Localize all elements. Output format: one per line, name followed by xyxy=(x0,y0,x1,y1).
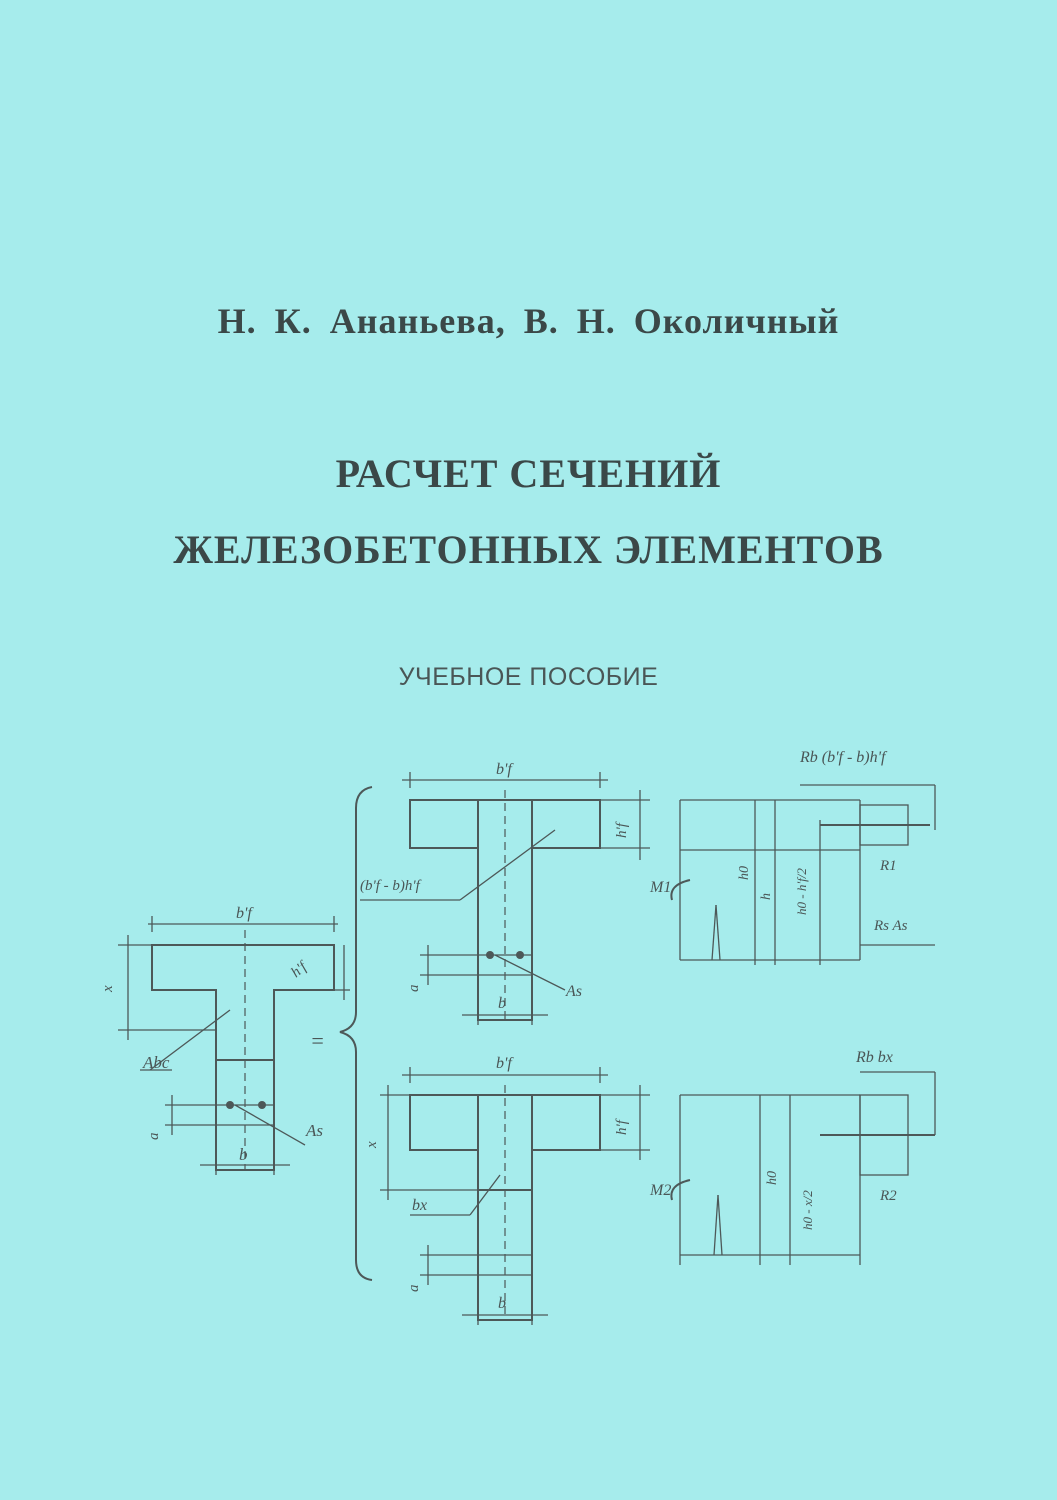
title-line-2: ЖЕЛЕЗОБЕТОННЫХ ЭЛЕМЕНТОВ xyxy=(173,527,884,572)
label-bf-main: b'f xyxy=(236,905,252,922)
label-r1: R1 xyxy=(880,858,897,874)
label-abc: Abc xyxy=(143,1053,170,1072)
subtitle: УЧЕБНОЕ ПОСОБИЕ xyxy=(398,663,659,691)
label-rs-as: Rs As xyxy=(874,918,908,934)
bottom-force-diagram xyxy=(649,1049,935,1265)
authors: Н. К. Ананьева, В. Н. Околичный xyxy=(217,301,840,341)
label-h-top: h xyxy=(759,893,774,900)
label-m2: M2 xyxy=(650,1182,672,1199)
label-hf-top: h'f xyxy=(614,823,630,838)
label-m1: M1 xyxy=(650,879,672,896)
label-b-bot: b xyxy=(498,1295,506,1312)
label-rb-top: Rb (b'f - b)h'f xyxy=(800,749,886,766)
label-a-top: a xyxy=(406,984,422,992)
label-h0-bot: h0 xyxy=(765,1171,780,1185)
label-b-top: b xyxy=(498,995,506,1012)
label-as-main: As xyxy=(306,1121,323,1140)
label-b-main: b xyxy=(239,1145,248,1164)
label-bf-bot: b'f xyxy=(496,1055,512,1072)
label-a-bot: a xyxy=(406,1284,422,1292)
label-r2: R2 xyxy=(880,1188,897,1204)
label-rb-bx: Rb bx xyxy=(856,1049,893,1066)
top-force-diagram xyxy=(649,749,935,965)
label-h0-minus-top: h0 - h'f/2 xyxy=(794,868,809,915)
label-x-bot: x xyxy=(364,1141,380,1148)
label-hf-main: h'f xyxy=(288,959,310,982)
brace xyxy=(340,787,372,1280)
bottom-t-section xyxy=(364,1055,650,1325)
label-bf-top: b'f xyxy=(496,761,512,778)
label-hf-bot: h'f xyxy=(614,1120,630,1135)
equals-sign: = xyxy=(310,1028,325,1053)
label-bf-b-hf: (b'f - b)h'f xyxy=(360,878,420,894)
label-bx: bx xyxy=(412,1197,428,1214)
top-t-section xyxy=(360,761,650,1025)
label-as-top: As xyxy=(566,983,582,1000)
label-a-main: a xyxy=(146,1132,162,1140)
label-x-main: x xyxy=(100,985,116,992)
label-h0-top: h0 xyxy=(737,866,752,880)
title-line-1: РАСЧЕТ СЕЧЕНИЙ xyxy=(335,451,722,496)
label-h0-minus-bot: h0 - x/2 xyxy=(800,1190,815,1230)
